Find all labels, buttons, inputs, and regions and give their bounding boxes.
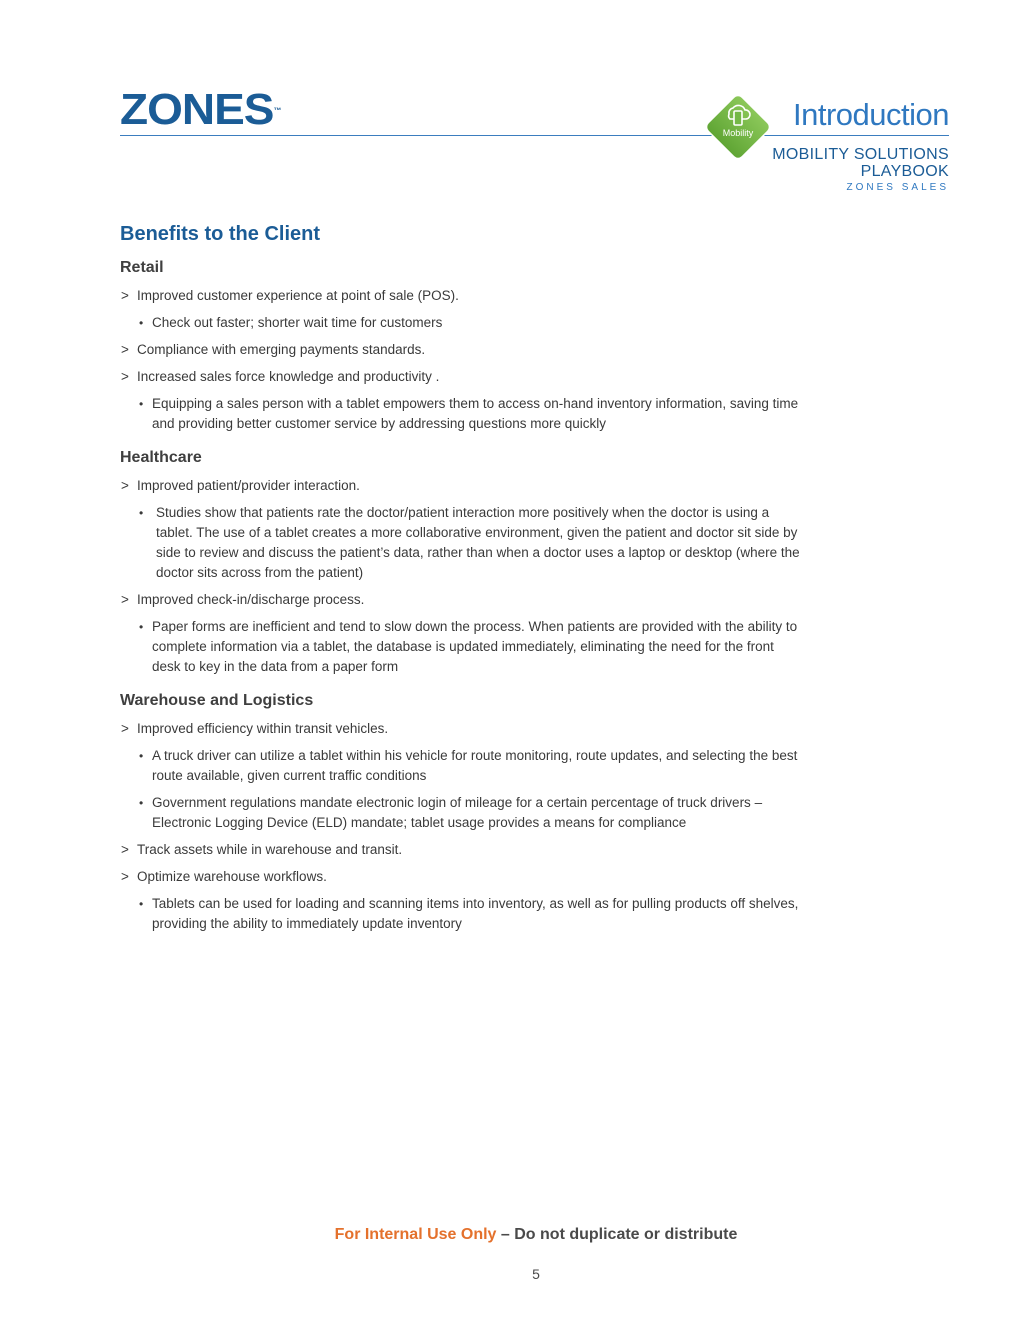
main-content [120,222,800,934]
bullet-item: • Government regulations mandate electronic login of mileage for a certain percentage of truck drivers – Electronic Logging Device (ELD) mandate; tablet usage provides a means for compliance [120,793,800,833]
footer-notice [0,1226,1024,1244]
bullet-item: • Studies show that patients rate the doctor/patient interaction more positively when the doctor is using a tablet. The use of a tablet creates a more collaborative environment, given the patient and doctor sit side by side to review and discuss the patient’s data, rather than when a doctor uses a laptop or desktop (where the doctor sits across from the patient) [120,503,800,583]
list-item: > Track assets while in warehouse and transit. [120,840,800,860]
playbook-title: MOBILITY SOLUTIONS PLAYBOOK [772,146,949,180]
list-item: > Improved check-in/discharge process. [120,590,800,610]
bullet-item: • Equipping a sales person with a tablet empowers them to access on-hand inventory information, saving time and providing better customer service by addressing questions more quickly [120,394,800,434]
bullet-item: • Tablets can be used for loading and scanning items into inventory, as well as for pulling products off shelves, providing the ability to immediately update inventory [120,894,800,934]
bullet-item: • Paper forms are inefficient and tend to slow down the process. When patients are provided with the ability to complete information via a tablet, the database is updated immediately, eliminating the need for the front desk to key in the data from a paper form [120,617,800,677]
list-item: > Improved customer experience at point of sale (POS). [120,286,800,306]
distribution-notice: – Do not duplicate or distribute [496,1226,738,1243]
internal-use-label: For Internal Use Only [334,1226,497,1243]
section-heading: Retail [120,259,164,276]
list-item: > Compliance with emerging payments standards. [120,340,800,360]
section-heading: Warehouse and Logistics [120,692,314,709]
badge-label: Mobility [722,128,754,138]
list-item: > Optimize warehouse workflows. [120,867,800,887]
mobility-badge [698,87,778,167]
list-item: > Increased sales force knowledge and productivity . [120,367,800,387]
page-number: 5 [532,1266,540,1282]
bullet-item: • A truck driver can utilize a tablet within his vehicle for route monitoring, route updates, and selecting the best route available, given current traffic conditions [120,746,800,786]
zones-logo: ZONES™ [120,84,282,134]
bullet-item: • Check out faster; shorter wait time for customers [120,313,800,333]
section-heading: Healthcare [120,449,202,466]
header-rule [120,135,949,136]
page-title: Benefits to the Client [120,223,321,245]
section-title: Introduction [793,97,949,132]
list-item: > Improved efficiency within transit vehicles. [120,719,800,739]
zones-sales-label: ZONES SALES [846,182,949,193]
list-item: > Improved patient/provider interaction. [120,476,800,496]
